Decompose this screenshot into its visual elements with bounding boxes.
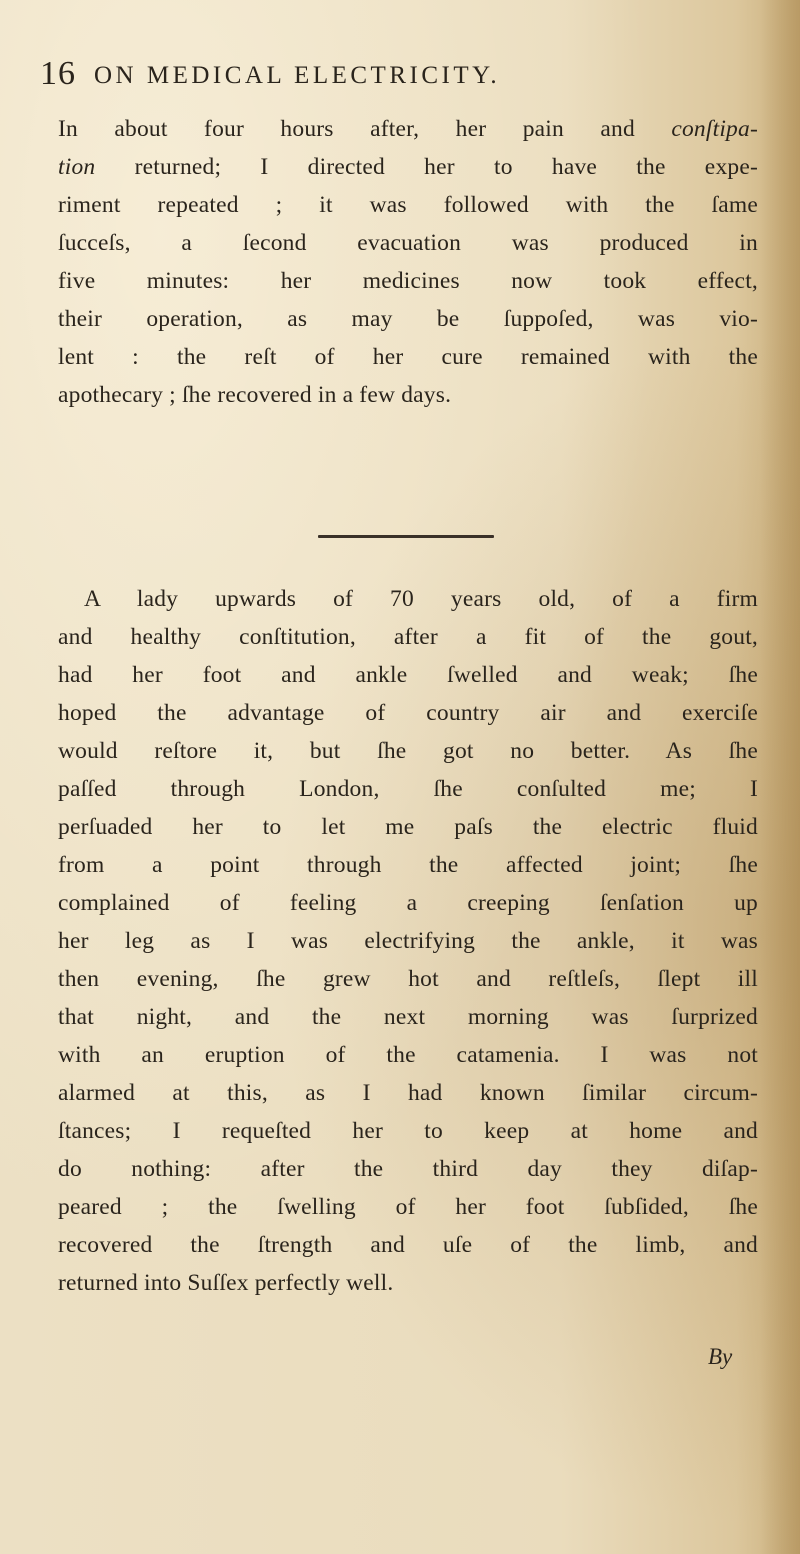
text-line: lent : the reſt of her cure remained with the xyxy=(58,344,758,370)
text-line: paſſed through London, ſhe conſulted me; I xyxy=(58,776,758,802)
paragraph-gout-case xyxy=(58,580,758,1302)
text-line: her leg as I was electrifying the ankle, it was xyxy=(58,928,758,954)
page-header xyxy=(40,54,760,98)
text-line: then evening, ſhe grew hot and reſtleſs, ſlept ill xyxy=(58,966,758,992)
running-head: ON MEDICAL ELECTRICITY. xyxy=(94,62,501,89)
text-line: five minutes: her medicines now took effect, xyxy=(58,268,758,294)
text-line: riment repeated ; it was followed with the ſame xyxy=(58,192,758,218)
text-line: peared ; the ſwelling of her foot ſubſided, ſhe xyxy=(58,1194,758,1220)
text-line: hoped the advantage of country air and exerciſe xyxy=(58,700,758,726)
text-line: and healthy conſtitution, after a fit of the gout, xyxy=(58,624,758,650)
text-line: A lady upwards of 70 years old, of a firm xyxy=(84,586,758,612)
text-line: returned into Suſſex perfectly well. xyxy=(58,1270,394,1296)
catchword: By xyxy=(708,1344,733,1369)
text-line: perſuaded her to let me paſs the electric fluid xyxy=(58,814,758,840)
page-edge-shading xyxy=(760,0,800,1554)
text-line: In about four hours after, her pain and conſtipa- xyxy=(58,116,758,142)
text-line: with an eruption of the catamenia. I was not xyxy=(58,1042,758,1068)
text-line: ſtances; I requeſted her to keep at home and xyxy=(58,1118,758,1144)
section-divider-rule xyxy=(318,535,494,538)
text-line: ſucceſs, a ſecond evacuation was produced in xyxy=(58,230,758,256)
text-line: complained of feeling a creeping ſenſation up xyxy=(58,890,758,916)
paragraph-constipation-case xyxy=(58,110,758,414)
text-line: that night, and the next morning was ſurprized xyxy=(58,1004,758,1030)
text-line: would reſtore it, but ſhe got no better. As ſhe xyxy=(58,738,758,764)
text-line: their operation, as may be ſuppoſed, was vio- xyxy=(58,306,758,332)
text-line: alarmed at this, as I had known ſimilar circum- xyxy=(58,1080,758,1106)
text-line: do nothing: after the third day they diſap- xyxy=(58,1156,758,1182)
text-line: tion returned; I directed her to have the expe- xyxy=(58,154,758,180)
text-line: apothecary ; ſhe recovered in a few days. xyxy=(58,382,452,408)
text-line: recovered the ſtrength and uſe of the limb, and xyxy=(58,1232,758,1258)
page-number: 16 xyxy=(40,55,76,92)
text-line: had her foot and ankle ſwelled and weak; ſhe xyxy=(58,662,758,688)
text-line: from a point through the affected joint; ſhe xyxy=(58,852,758,878)
